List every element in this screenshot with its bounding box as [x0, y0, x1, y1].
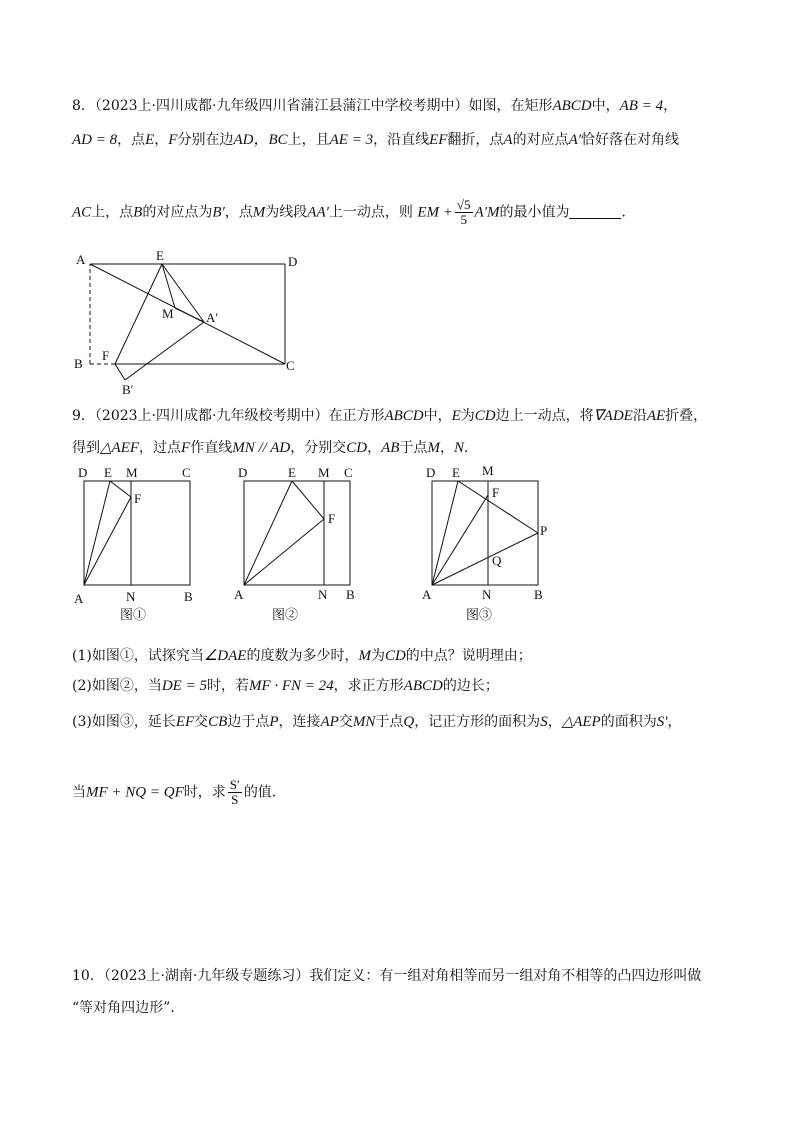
label-a: A [76, 252, 86, 267]
svg-text:A: A [422, 587, 432, 602]
square-abcd [244, 481, 350, 585]
caption-fig-3: 图③ [466, 607, 493, 622]
svg-text:F: F [134, 491, 142, 506]
label-m: M [162, 306, 174, 321]
question-source: （2023上·四川成都·九年级校考期中） [94, 408, 329, 424]
segment-ef [110, 481, 131, 497]
svg-text:A: A [234, 587, 244, 602]
svg-text:Q: Q [492, 553, 502, 568]
svg-text:N: N [126, 589, 136, 604]
question-source: （2023上·湖南·九年级专题练习） [103, 968, 310, 984]
q8-line-3: AC上，点B的对应点为B′，点M为线段AA′上一动点，则 EM + $\frac{√5}{5}$ A′M的最小值为 ． [72, 197, 636, 227]
segment-ae [244, 481, 292, 585]
segment-af [84, 497, 131, 585]
q10-line-1: 10．（2023上·湖南·九年级专题练习）我们定义：有一组对角相等而另一组对角不相等的凸四边形叫做 [72, 968, 702, 984]
fraction-s-prime-over-s: $\frac{S'}{S}$ [229, 777, 240, 807]
label-f: F [102, 348, 110, 363]
answer-blank[interactable] [569, 204, 621, 219]
caption-fig-1: 图① [120, 607, 147, 622]
svg-text:N: N [482, 587, 492, 602]
question-source: （2023上·四川成都·九年级四川省蒲江县蒲江中学校考期中） [94, 98, 469, 114]
q8-line-1: 8．（2023上·四川成都·九年级四川省蒲江县蒲江中学校考期中）如图，在矩形ABCD中，AB = 4， [72, 98, 678, 114]
svg-text:D: D [238, 465, 248, 480]
label-e: E [156, 250, 164, 263]
svg-text:M: M [126, 465, 138, 480]
segment-ae [432, 481, 458, 585]
label-d: D [288, 254, 298, 269]
caption-fig-2: 图② [272, 607, 299, 622]
svg-text:F: F [492, 485, 500, 500]
segment-fb-prime [115, 364, 125, 380]
q9-sub-4: 当MF + NQ = QF时，求 $\frac{S'}{S}$ 的值. [72, 777, 277, 807]
svg-text:E: E [288, 465, 296, 480]
segment-af [244, 519, 324, 585]
question-number: 9． [72, 408, 95, 424]
svg-text:B: B [346, 587, 355, 602]
label-b-prime: B′ [122, 382, 134, 397]
q8-line-2: AD = 8，点E，F分别在边AD，BC上，且AE = 3，沿直线EF翻折，点A的对应点A′恰好落在对角线 [72, 132, 680, 148]
svg-text:M: M [482, 465, 494, 478]
segment-ae [84, 481, 110, 585]
svg-text:A: A [74, 591, 84, 606]
svg-text:E: E [452, 465, 460, 480]
segment-ef [292, 481, 324, 519]
svg-text:E: E [104, 465, 112, 480]
expression-em: EM + [417, 204, 453, 221]
svg-text:B: B [534, 587, 543, 602]
q9-sub-3: (3)如图③，延长EF交CB边于点P，连接AP交MN于点Q，记正方形的面积为S，△AEP的面积为S′， [72, 714, 682, 730]
segment-a-prime-b-prime [125, 322, 204, 380]
q9-line-2: 得到△AEF，过点F作直线MN // AD，分别交CD，AB于点M，N． [72, 440, 478, 456]
q10-line-2: “等对角四边形”． [72, 1000, 185, 1016]
q8-diagram [70, 250, 310, 400]
segment-ma-prime [175, 308, 204, 322]
svg-text:D: D [426, 465, 436, 480]
label-a-prime: A′ [206, 310, 219, 325]
q9-line-1: 9．（2023上·四川成都·九年级校考期中）在正方形ABCD中，E为CD边上一动点，将∇ADE沿AE折叠， [72, 408, 708, 424]
svg-text:F: F [328, 511, 336, 526]
svg-text:N: N [318, 587, 328, 602]
q9-figure-1 [70, 465, 210, 629]
q9-sub-2: (2)如图②，当DE = 5时，若MF · FN = 24，求正方形ABCD的边长； [72, 678, 499, 694]
square-abcd [432, 481, 538, 585]
svg-text:C: C [182, 465, 191, 480]
q9-figure-3 [418, 465, 568, 629]
fraction-sqrt5-over-5: $\frac{√5}{5}$ [456, 197, 471, 227]
q9-figure-2 [230, 465, 370, 629]
svg-text:M: M [318, 465, 330, 480]
question-number: 8． [72, 98, 95, 114]
svg-text:D: D [78, 465, 88, 480]
q8-figure [70, 250, 310, 404]
svg-text:C: C [344, 465, 353, 480]
label-c: C [286, 358, 295, 373]
svg-text:P: P [540, 523, 548, 538]
crease-ef [115, 264, 162, 364]
svg-text:B: B [184, 589, 193, 604]
label-b: B [74, 356, 83, 371]
question-number: 10． [72, 968, 104, 984]
q9-sub-1: (1)如图①，试探究当∠DAE的度数为多少时，M为CD的中点？说明理由； [72, 648, 532, 664]
